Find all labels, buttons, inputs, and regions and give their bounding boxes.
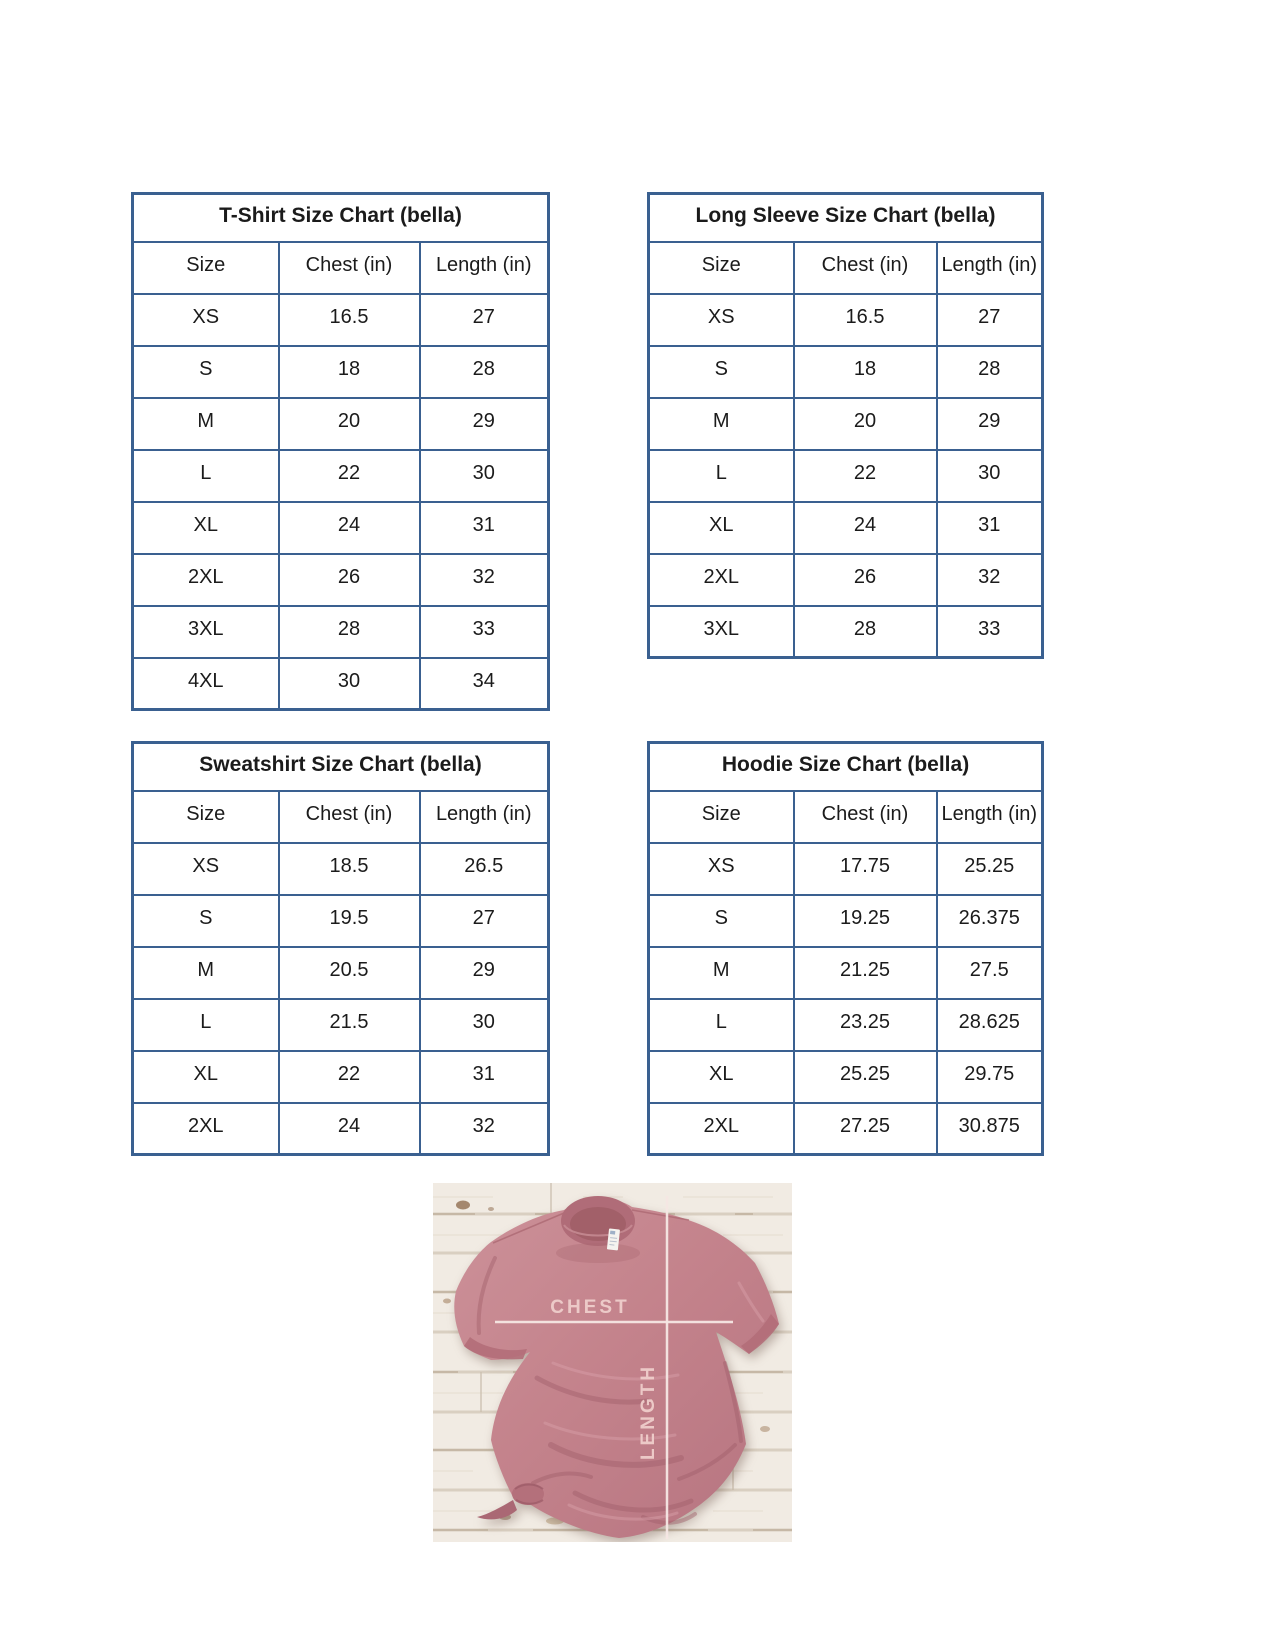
size-cell: 29 [420, 398, 549, 450]
table-title-row [649, 743, 1043, 791]
size-cell: 20.5 [279, 947, 420, 999]
size-cell: 30.875 [937, 1103, 1043, 1155]
size-cell: 18 [279, 346, 420, 398]
column-header: Size [133, 791, 279, 843]
size-cell: 32 [937, 554, 1043, 606]
size-cell: XL [649, 1051, 794, 1103]
size-row [649, 1103, 1043, 1155]
size-cell: L [133, 999, 279, 1051]
column-header: Chest (in) [794, 242, 937, 294]
table-title: T-Shirt Size Chart (bella) [133, 194, 549, 242]
size-cell: 30 [937, 450, 1043, 502]
table-title: Hoodie Size Chart (bella) [649, 743, 1043, 791]
size-cell: 28 [279, 606, 420, 658]
size-cell: M [133, 947, 279, 999]
size-row [649, 1051, 1043, 1103]
size-cell: 2XL [133, 1103, 279, 1155]
size-cell: M [133, 398, 279, 450]
size-cell: 16.5 [794, 294, 937, 346]
size-cell: 19.25 [794, 895, 937, 947]
size-cell: 29 [420, 947, 549, 999]
length-label: LENGTH [638, 1363, 659, 1461]
size-row [649, 554, 1043, 606]
size-cell: 25.25 [794, 1051, 937, 1103]
size-cell: 31 [420, 1051, 549, 1103]
sweatshirt-size-table [131, 741, 550, 1156]
size-cell: XL [133, 1051, 279, 1103]
size-row [133, 450, 549, 502]
hoodie-size-table [647, 741, 1044, 1156]
size-cell: 34 [420, 658, 549, 710]
size-cell: 29.75 [937, 1051, 1043, 1103]
size-row [133, 554, 549, 606]
size-cell: 27.25 [794, 1103, 937, 1155]
column-header: Chest (in) [279, 242, 420, 294]
size-row [133, 895, 549, 947]
size-cell: 24 [279, 502, 420, 554]
size-row [133, 606, 549, 658]
table-header-row [133, 242, 549, 294]
size-row [649, 947, 1043, 999]
size-cell: 21.25 [794, 947, 937, 999]
table-title-row [649, 194, 1043, 242]
size-row [649, 999, 1043, 1051]
table-header-row [133, 791, 549, 843]
size-cell: L [133, 450, 279, 502]
size-cell: S [649, 346, 794, 398]
size-row [649, 895, 1043, 947]
size-row [649, 294, 1043, 346]
size-cell: 32 [420, 1103, 549, 1155]
table-header-row [649, 242, 1043, 294]
size-row [649, 606, 1043, 658]
size-cell: 26.375 [937, 895, 1043, 947]
size-cell: 4XL [133, 658, 279, 710]
size-row [649, 398, 1043, 450]
size-row [133, 843, 549, 895]
size-cell: 30 [420, 450, 549, 502]
size-cell: M [649, 398, 794, 450]
table-header-row [649, 791, 1043, 843]
size-cell: 28 [937, 346, 1043, 398]
size-cell: XL [649, 502, 794, 554]
size-cell: 28 [420, 346, 549, 398]
size-cell: 31 [937, 502, 1043, 554]
long-sleeve-size-table [647, 192, 1044, 659]
size-cell: 28.625 [937, 999, 1043, 1051]
size-cell: 3XL [133, 606, 279, 658]
care-label [607, 1228, 620, 1250]
size-row [133, 398, 549, 450]
size-cell: 2XL [649, 554, 794, 606]
size-row [649, 843, 1043, 895]
size-row [649, 450, 1043, 502]
size-cell: 25.25 [937, 843, 1043, 895]
size-row [133, 1051, 549, 1103]
size-cell: L [649, 999, 794, 1051]
size-cell: 29 [937, 398, 1043, 450]
size-cell: 24 [279, 1103, 420, 1155]
size-cell: 16.5 [279, 294, 420, 346]
size-row [133, 294, 549, 346]
chest-label: CHEST [550, 1297, 630, 1318]
size-row [133, 346, 549, 398]
size-cell: 22 [794, 450, 937, 502]
table-title-row [133, 743, 549, 791]
column-header: Length (in) [937, 791, 1043, 843]
size-cell: XL [133, 502, 279, 554]
size-cell: 26 [279, 554, 420, 606]
size-cell: XS [649, 294, 794, 346]
size-cell: 21.5 [279, 999, 420, 1051]
size-cell: S [133, 346, 279, 398]
size-cell: S [133, 895, 279, 947]
size-cell: 24 [794, 502, 937, 554]
size-cell: 2XL [133, 554, 279, 606]
column-header: Length (in) [937, 242, 1043, 294]
size-cell: 30 [420, 999, 549, 1051]
size-cell: 31 [420, 502, 549, 554]
size-row [649, 502, 1043, 554]
size-cell: 27.5 [937, 947, 1043, 999]
table-title: Sweatshirt Size Chart (bella) [133, 743, 549, 791]
size-cell: 3XL [649, 606, 794, 658]
size-row [133, 947, 549, 999]
size-cell: XS [649, 843, 794, 895]
size-row [133, 658, 549, 710]
column-header: Length (in) [420, 242, 549, 294]
size-cell: 19.5 [279, 895, 420, 947]
size-cell: 2XL [649, 1103, 794, 1155]
size-row [649, 346, 1043, 398]
size-cell: 18.5 [279, 843, 420, 895]
size-cell: 17.75 [794, 843, 937, 895]
size-cell: 20 [279, 398, 420, 450]
size-cell: 32 [420, 554, 549, 606]
size-cell: XS [133, 294, 279, 346]
shirt-measurement-photo [433, 1183, 792, 1542]
column-header: Size [649, 242, 794, 294]
size-cell: 22 [279, 1051, 420, 1103]
size-cell: 30 [279, 658, 420, 710]
column-header: Chest (in) [279, 791, 420, 843]
size-cell: 23.25 [794, 999, 937, 1051]
size-row [133, 502, 549, 554]
size-row [133, 1103, 549, 1155]
tshirt-size-table [131, 192, 550, 711]
column-header: Chest (in) [794, 791, 937, 843]
size-cell: M [649, 947, 794, 999]
size-row [133, 999, 549, 1051]
size-cell: 20 [794, 398, 937, 450]
size-cell: 26 [794, 554, 937, 606]
size-cell: 27 [420, 895, 549, 947]
size-cell: 33 [420, 606, 549, 658]
size-cell: 18 [794, 346, 937, 398]
column-header: Length (in) [420, 791, 549, 843]
size-cell: XS [133, 843, 279, 895]
size-cell: 33 [937, 606, 1043, 658]
size-cell: S [649, 895, 794, 947]
size-cell: 26.5 [420, 843, 549, 895]
size-cell: 28 [794, 606, 937, 658]
table-title-row [133, 194, 549, 242]
size-cell: L [649, 450, 794, 502]
column-header: Size [133, 242, 279, 294]
size-cell: 22 [279, 450, 420, 502]
table-title: Long Sleeve Size Chart (bella) [649, 194, 1043, 242]
size-cell: 27 [937, 294, 1043, 346]
size-cell: 27 [420, 294, 549, 346]
column-header: Size [649, 791, 794, 843]
